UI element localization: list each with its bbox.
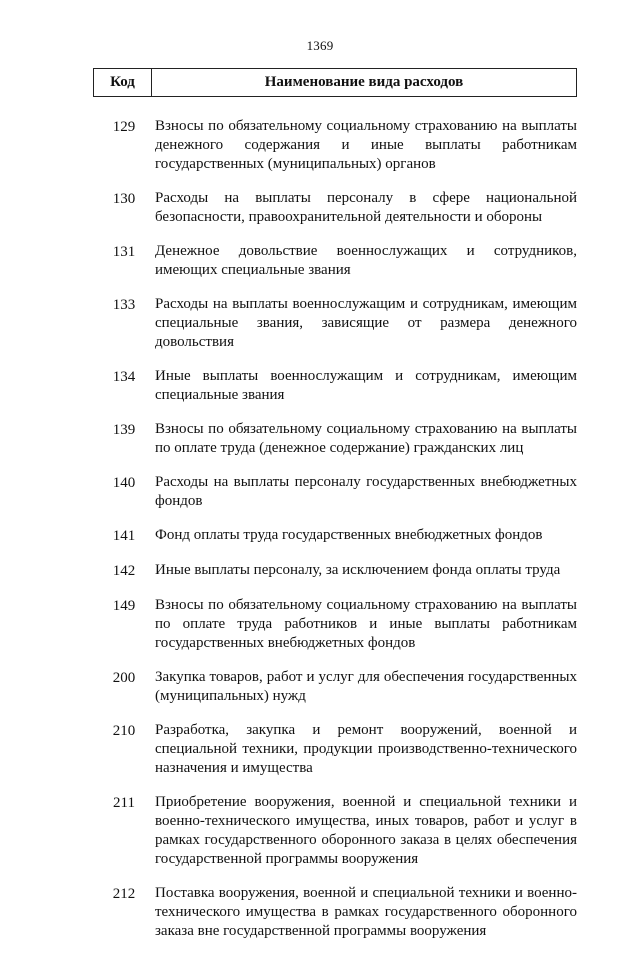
expense-description: Фонд оплаты труда государственных внебюджетных фондов	[155, 527, 543, 543]
expense-description: Иные выплаты военнослужащим и сотрудникам, имеющим специальные звания	[155, 368, 577, 403]
list-item	[93, 793, 577, 869]
list-item	[93, 721, 577, 778]
expense-code: 129	[112, 119, 136, 135]
expense-description: Расходы на выплаты военнослужащим и сотрудникам, имеющим специальные звания, зависящие от размера денежного довольствия	[155, 296, 577, 350]
list-item	[93, 884, 577, 941]
expense-code: 149	[112, 598, 136, 614]
expense-description: Взносы по обязательному социальному страхованию на выплаты по оплате труда работников и иные выплаты работникам государственных внебюджетных фондов	[155, 597, 577, 651]
list-item	[93, 526, 577, 546]
list-item	[93, 295, 577, 352]
list-item	[93, 189, 577, 227]
expense-description: Иные выплаты персоналу, за исключением фонда оплаты труда	[155, 562, 561, 578]
expense-code: 140	[112, 475, 136, 491]
column-header-name: Наименование вида расходов	[264, 74, 464, 90]
expense-description: Взносы по обязательному социальному страхованию на выплаты денежного содержания и иные выплаты работникам государственных (муниципальных) органов	[155, 118, 577, 172]
expense-description: Взносы по обязательному социальному страхованию на выплаты по оплате труда (денежное содержание) гражданских лиц	[155, 421, 577, 456]
expense-code: 142	[112, 563, 136, 579]
expense-description: Поставка вооружения, военной и специальной техники и военно-технического имущества в рамках государственного оборонного заказа вне государственной программы вооружения	[155, 885, 577, 939]
list-item	[93, 242, 577, 280]
expense-code: 212	[112, 886, 136, 902]
expense-code: 133	[112, 297, 136, 313]
list-item	[93, 561, 577, 581]
page-number: 1369	[306, 38, 334, 53]
list-item	[93, 596, 577, 653]
list-item	[93, 117, 577, 174]
list-item	[93, 668, 577, 706]
list-item	[93, 473, 577, 511]
expense-code: 210	[112, 723, 136, 739]
table-header	[93, 68, 577, 97]
expense-code: 139	[112, 422, 136, 438]
expense-code: 211	[113, 795, 135, 811]
expense-code: 134	[112, 369, 136, 385]
column-header-code: Код	[94, 69, 152, 96]
list-item	[93, 367, 577, 405]
expense-description: Закупка товаров, работ и услуг для обеспечения государственных (муниципальных) нужд	[155, 669, 577, 704]
expense-description: Денежное довольствие военнослужащих и сотрудников, имеющих специальные звания	[155, 243, 577, 278]
expense-code: 130	[112, 191, 136, 207]
expense-description: Расходы на выплаты персоналу государственных внебюджетных фондов	[155, 474, 577, 509]
expense-description: Приобретение вооружения, военной и специальной техники и военно-технического имущества, иных товаров, работ и услуг в рамках государственного оборонного заказа в целях обеспечения государственной программы вооружения	[155, 794, 577, 867]
expense-type-list	[93, 117, 577, 956]
expense-code: 141	[112, 528, 136, 544]
expense-code: 131	[112, 244, 136, 260]
list-item	[93, 420, 577, 458]
expense-description: Расходы на выплаты персоналу в сфере национальной безопасности, правоохранительной деятельности и обороны	[155, 190, 577, 225]
expense-description: Разработка, закупка и ремонт вооружений, военной и специальной техники, продукции производственно-технического назначения и имущества	[155, 722, 577, 776]
expense-code: 200	[112, 670, 136, 686]
